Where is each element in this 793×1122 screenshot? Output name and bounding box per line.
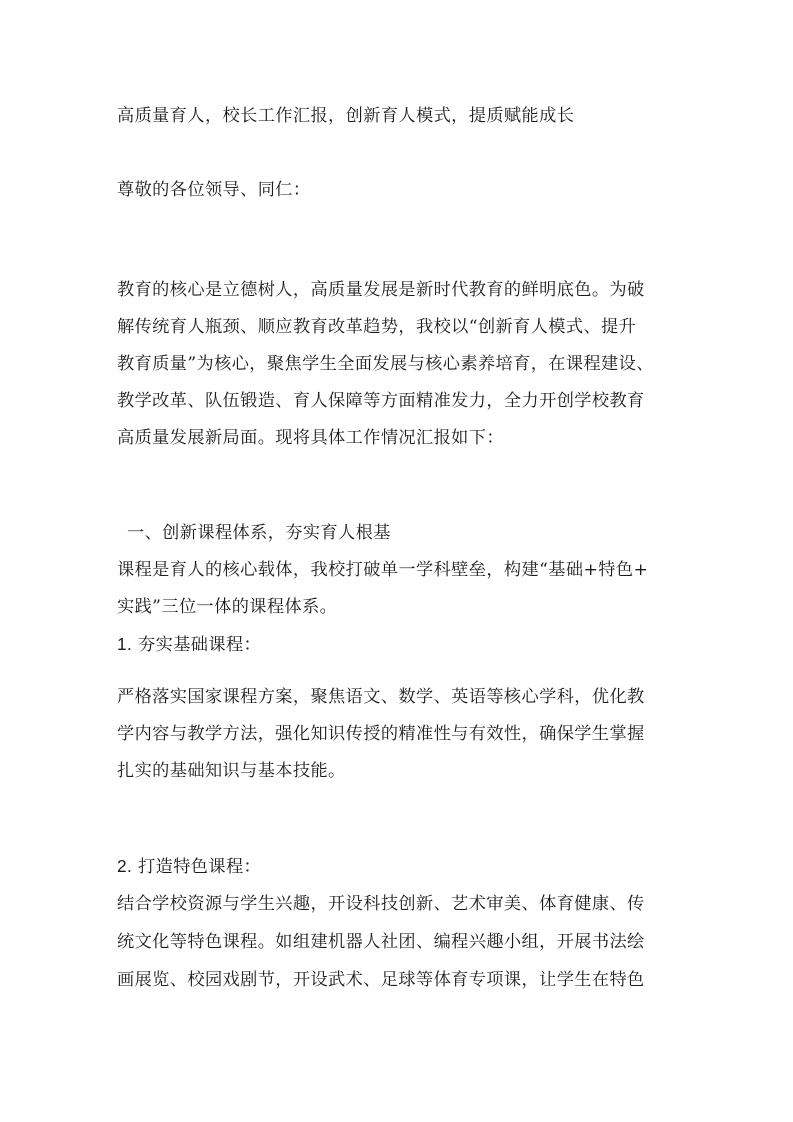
body-line: 严格落实国家课程方案，聚焦语文、数学、英语等核心学科，优化教 (117, 687, 645, 707)
list-item-title: 夯实基础课程： (138, 635, 262, 655)
list-item-number: 1. (117, 634, 133, 654)
intro-line: 解传统育人瓶颈、顺应教育改革趋势，我校以“创新育人模式、提升 (117, 317, 637, 337)
intro-line: 教学改革、队伍锻造、育人保障等方面精准发力，全力开创学校教育 (117, 391, 645, 411)
section-heading: 一、创新课程体系，夯实育人根基 (127, 523, 391, 543)
intro-line: 高质量发展新局面。现将具体工作情况汇报如下： (117, 428, 504, 448)
list-item-number: 2. (117, 856, 133, 876)
body-line: 统文化等特色课程。如组建机器人社团、编程兴趣小组，开展书法绘 (117, 932, 645, 952)
list-item-heading (117, 633, 261, 656)
body-line: 扎实的基础知识与基本技能。 (117, 761, 346, 781)
document-title: 高质量育人，校长工作汇报，创新育人模式，提质赋能成长 (117, 106, 575, 126)
section-lead-line: 实践”三位一体的课程体系。 (117, 597, 338, 617)
body-line: 画展览、校园戏剧节，开设武术、足球等体育专项课，让学生在特色 (117, 970, 645, 990)
body-line: 学内容与教学方法，强化知识传授的精准性与有效性，确保学生掌握 (117, 724, 645, 744)
list-item-heading (117, 855, 261, 878)
list-item-title: 打造特色课程： (138, 857, 262, 877)
intro-line: 教育质量”为核心，聚焦学生全面发展与核心素养培育，在课程建设、 (117, 354, 654, 374)
section-lead-line: 课程是育人的核心载体，我校打破单一学科壁垒，构建“基础+特色+ (117, 560, 649, 580)
body-line: 结合学校资源与学生兴趣，开设科技创新、艺术审美、体育健康、传 (117, 894, 645, 914)
intro-line: 教育的核心是立德树人，高质量发展是新时代教育的鲜明底色。为破 (117, 280, 645, 300)
salutation: 尊敬的各位领导、同仁： (117, 180, 311, 200)
